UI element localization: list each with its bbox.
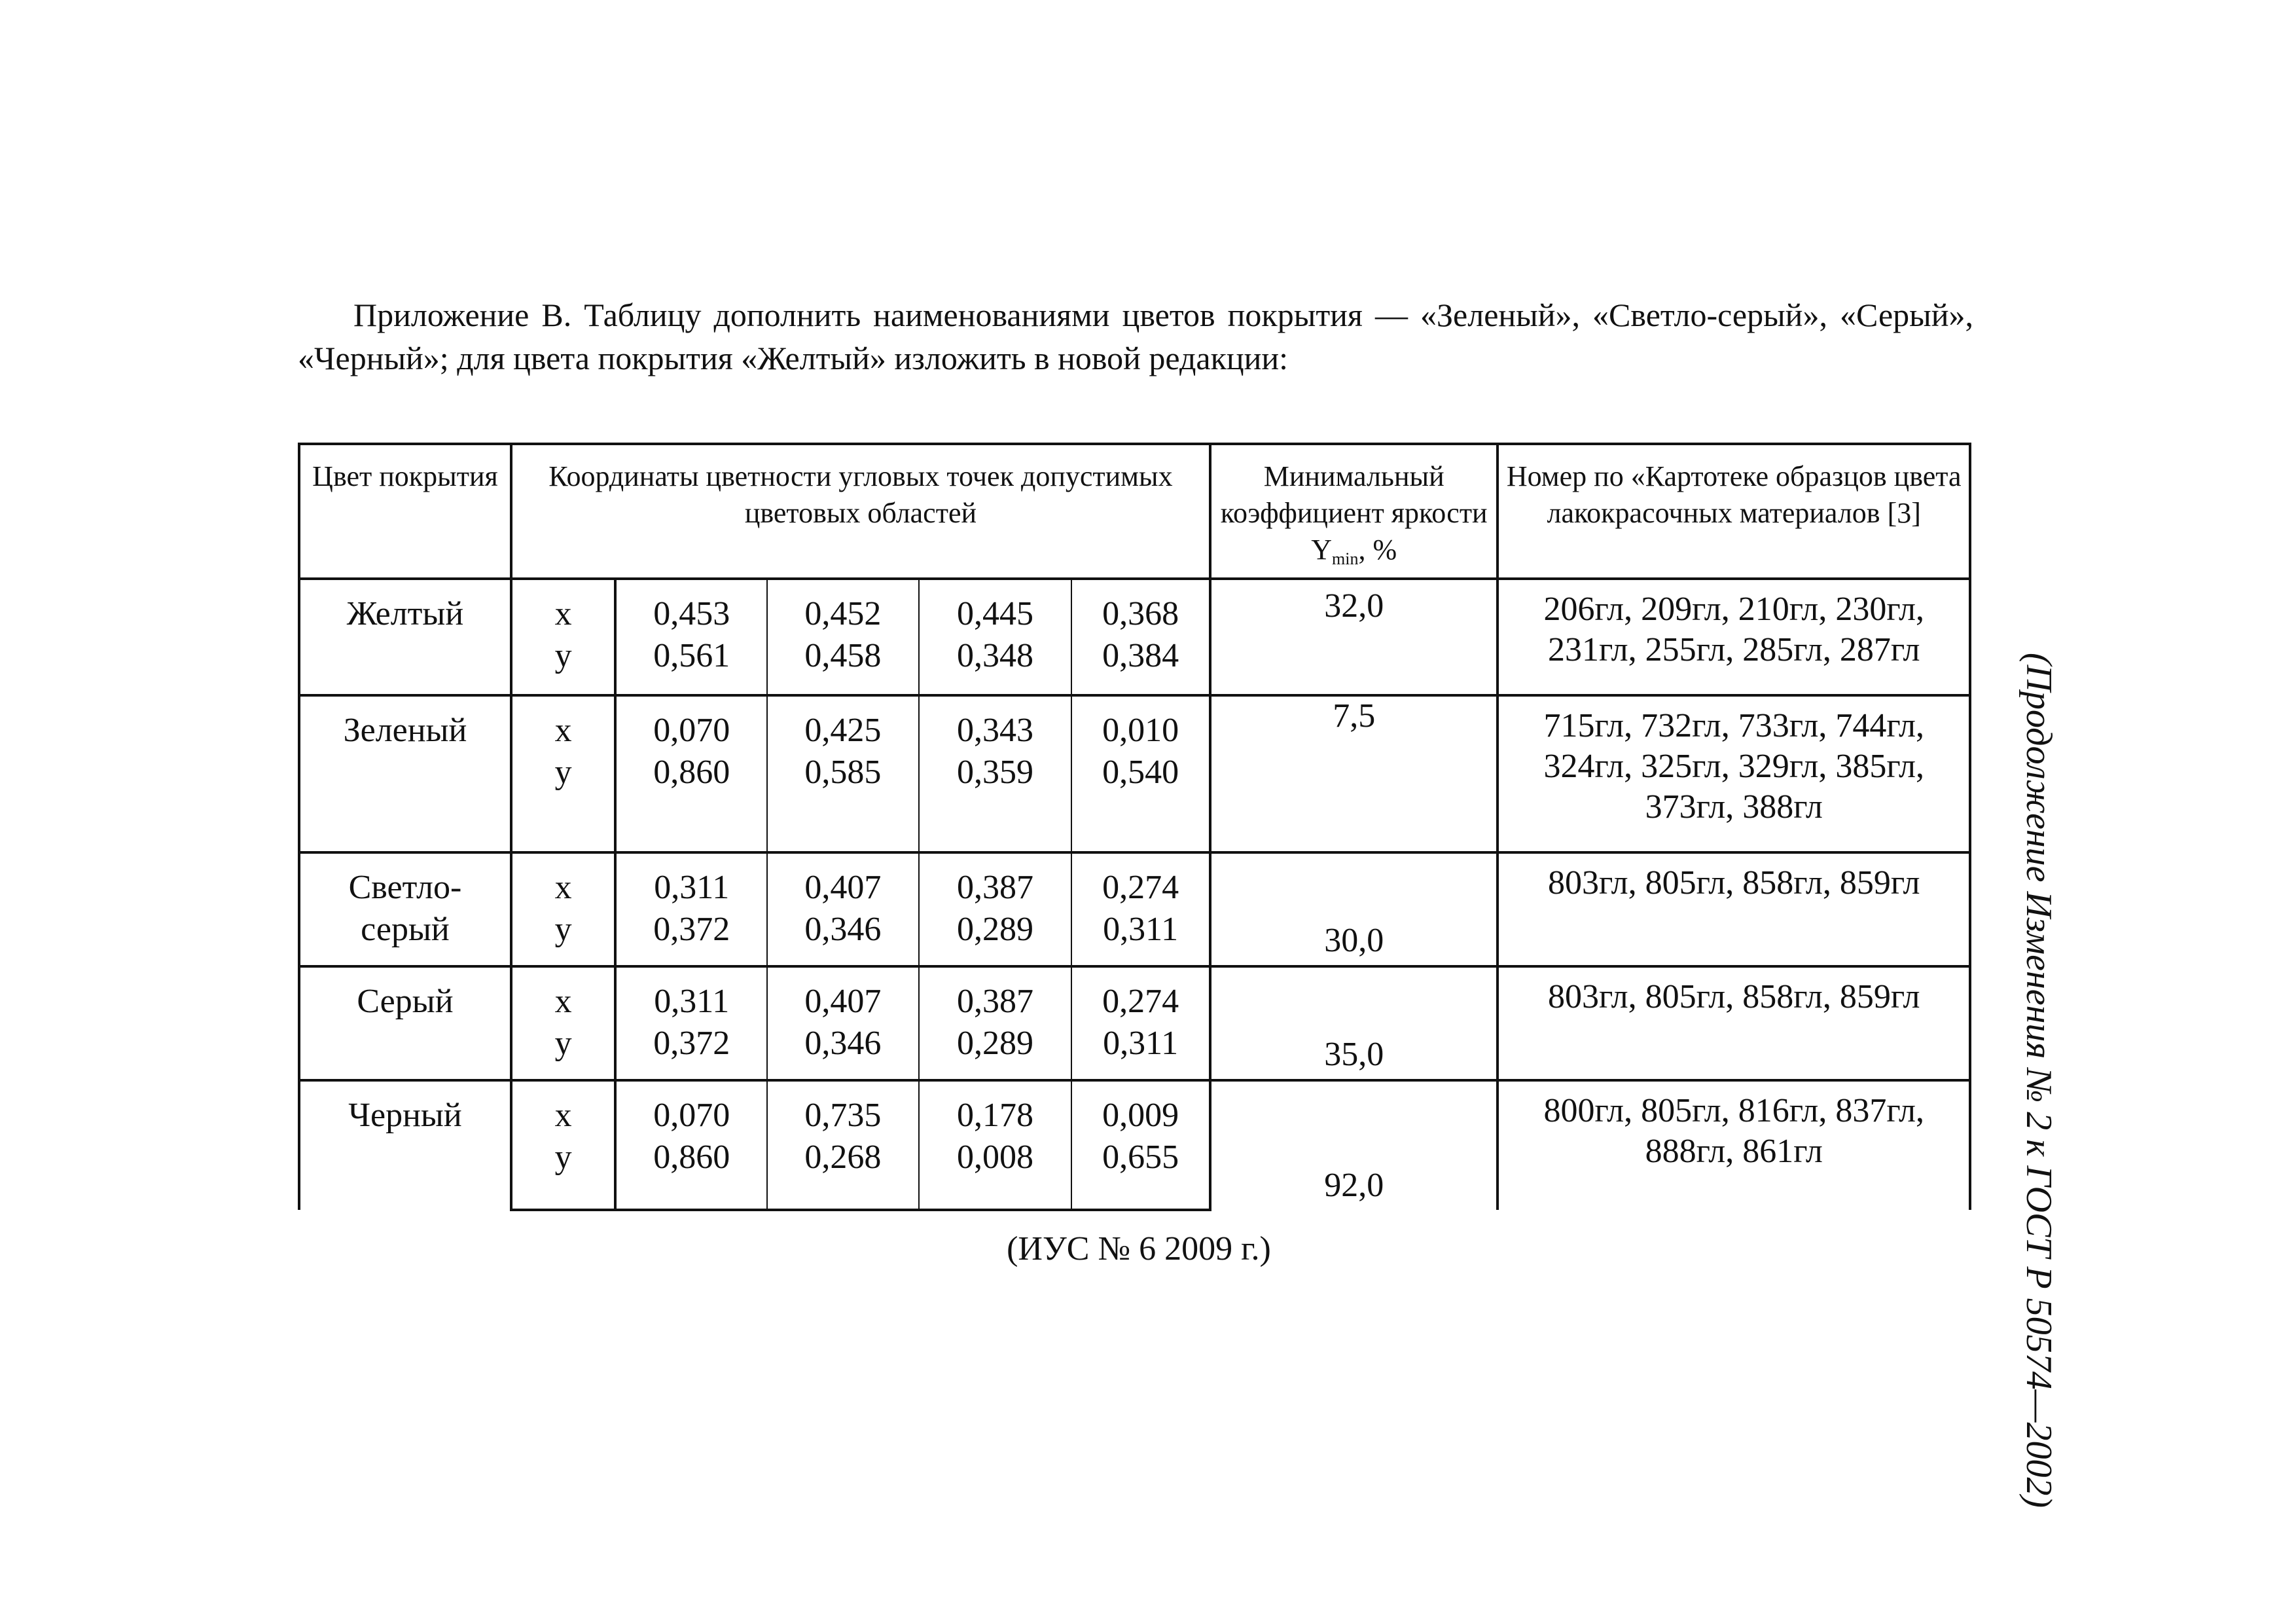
axis-label-x: x [511,966,616,1023]
row-color-name: Серый [299,966,511,1080]
ymin-value: 30,0 [1210,852,1498,966]
header-catalog: Номер по «Картотеке образцов цвета лакокрасочных материалов [3] [1498,444,1970,579]
catalog-numbers: 803гл, 805гл, 858гл, 859гл [1498,852,1970,966]
coord-value: 0,860 [615,752,767,852]
coord-value: 0,359 [919,752,1072,852]
coord-value: 0,311 [1071,1023,1210,1080]
coord-value: 0,008 [919,1137,1072,1210]
coord-value: 0,311 [615,966,767,1023]
footer-reference: (ИУС № 6 2009 г.) [1007,1230,1271,1267]
coord-value: 0,425 [767,695,919,752]
axis-label-y: y [511,1137,616,1210]
axis-label-x: x [511,695,616,752]
color-spec-table [298,443,1971,1211]
side-continuation-text: (Продолжение Изменения № 2 к ГОСТ Р 50574—2002) [2018,652,2059,1508]
axis-label-x: x [511,852,616,909]
coord-value: 0,561 [615,635,767,695]
ymin-value: 35,0 [1210,966,1498,1080]
coord-value: 0,735 [767,1080,919,1137]
axis-label-x: x [511,1080,616,1137]
ymin-value: 32,0 [1210,579,1498,695]
intro-paragraph [298,293,1973,380]
coord-value: 0,452 [767,579,919,635]
side-continuation-note [2009,635,2068,1525]
coord-value: 0,860 [615,1137,767,1210]
axis-label-y: y [511,909,616,966]
table-row [299,966,1970,1023]
table-row [299,695,1970,752]
coord-value: 0,346 [767,909,919,966]
coord-value: 0,655 [1071,1137,1210,1210]
coord-value: 0,268 [767,1137,919,1210]
catalog-numbers: 803гл, 805гл, 858гл, 859гл [1498,966,1970,1080]
ymin-value: 92,0 [1210,1080,1498,1210]
coord-value: 0,407 [767,966,919,1023]
coord-value: 0,387 [919,966,1072,1023]
table-row [299,852,1970,909]
coord-value: 0,585 [767,752,919,852]
intro-text: Приложение В. Таблицу дополнить наименованиями цветов покрытия — «Зеленый», «Светло-серый», «Серый», «Черный»; для цвета покрытия «Желтый» изложить в новой редакции: [298,297,1973,376]
coord-value: 0,445 [919,579,1072,635]
header-coordinates: Координаты цветности угловых точек допустимых цветовых областей [511,444,1210,579]
coord-value: 0,289 [919,1023,1072,1080]
coord-value: 0,311 [615,852,767,909]
coord-value: 0,311 [1071,909,1210,966]
coord-value: 0,372 [615,909,767,966]
axis-label-y: y [511,635,616,695]
ymin-value: 7,5 [1210,695,1498,852]
axis-label-x: x [511,579,616,635]
row-color-name: Зеленый [299,695,511,852]
coord-value: 0,458 [767,635,919,695]
catalog-numbers: 800гл, 805гл, 816гл, 837гл, 888гл, 861гл [1498,1080,1970,1210]
table-row [299,1080,1970,1137]
row-color-name: Светло-серый [299,852,511,966]
coord-value: 0,274 [1071,966,1210,1023]
row-color-name: Желтый [299,579,511,695]
coord-value: 0,453 [615,579,767,635]
coord-value: 0,343 [919,695,1072,752]
coord-value: 0,372 [615,1023,767,1080]
coord-value: 0,540 [1071,752,1210,852]
coord-value: 0,387 [919,852,1072,909]
coord-value: 0,009 [1071,1080,1210,1137]
coord-value: 0,010 [1071,695,1210,752]
axis-label-y: y [511,752,616,852]
table-row [299,579,1970,635]
row-color-name: Черный [299,1080,511,1210]
coord-value: 0,289 [919,909,1072,966]
coord-value: 0,368 [1071,579,1210,635]
coord-value: 0,274 [1071,852,1210,909]
coord-value: 0,407 [767,852,919,909]
catalog-numbers: 715гл, 732гл, 733гл, 744гл, 324гл, 325гл, 329гл, 385гл, 373гл, 388гл [1498,695,1970,852]
catalog-numbers: 206гл, 209гл, 210гл, 230гл, 231гл, 255гл, 285гл, 287гл [1498,579,1970,695]
coord-value: 0,384 [1071,635,1210,695]
table-header-row [299,444,1970,579]
coord-value: 0,070 [615,1080,767,1137]
coord-value: 0,070 [615,695,767,752]
axis-label-y: y [511,1023,616,1080]
header-ymin: Минимальный коэффициент яркости $Y_{min}$, % [1210,444,1498,579]
coord-value: 0,178 [919,1080,1072,1137]
coord-value: 0,346 [767,1023,919,1080]
header-color: Цвет покрытия [299,444,511,579]
coord-value: 0,348 [919,635,1072,695]
